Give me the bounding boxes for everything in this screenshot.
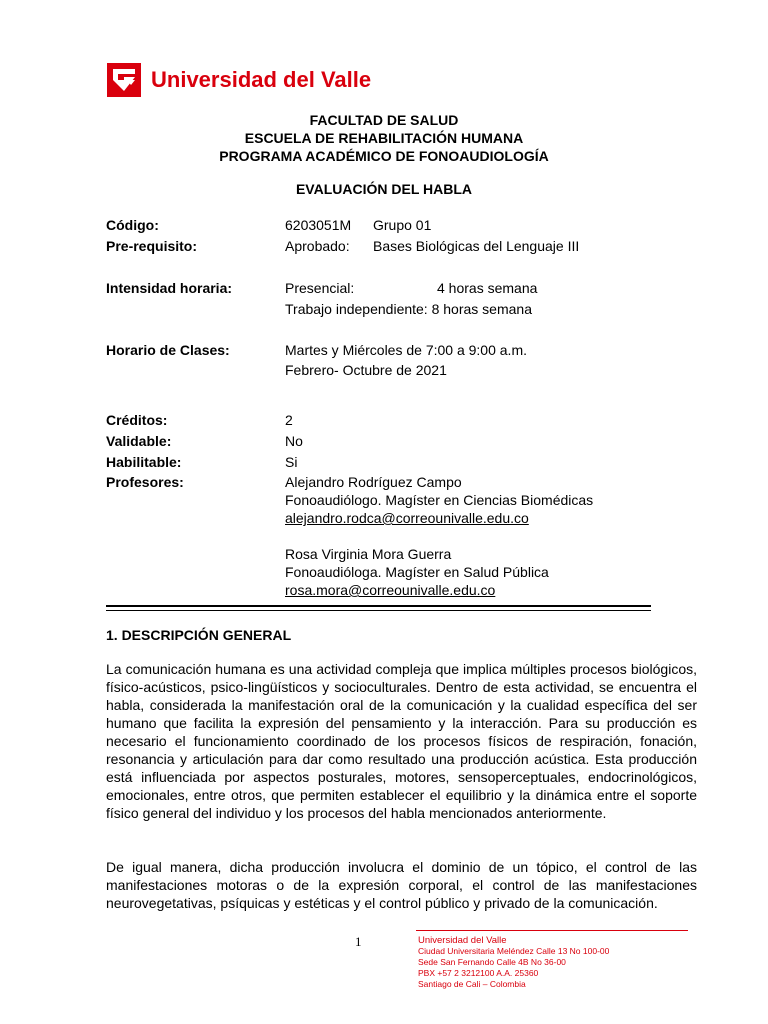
grupo-value: Grupo 01 — [373, 217, 432, 233]
codigo-label: Código: — [106, 217, 159, 233]
footer-phone: PBX +57 2 3212100 A.A. 25360 — [418, 968, 539, 978]
paragraph-2: De igual manera, dicha producción involucra el dominio de un tópico, el control de las manifestaciones motoras o de la expresión corporal, el control de las manifestaciones neurovegetativas, psíquicas y estéticas y el control público y privado de la comunicación. — [106, 859, 697, 911]
univalle-logo-icon — [107, 63, 141, 97]
footer-address — [418, 935, 609, 990]
university-name: Universidad del Valle — [151, 67, 372, 92]
section-divider-thin — [106, 610, 651, 611]
section-divider — [106, 605, 651, 607]
intensidad-label: Intensidad horaria: — [106, 280, 233, 296]
footer-divider — [416, 930, 688, 931]
faculty-title: FACULTAD DE SALUD — [309, 112, 459, 128]
horario-line2: Febrero- Octubre de 2021 — [285, 362, 447, 378]
prof1-email-link[interactable]: alejandro.rodca@correounivalle.edu.co — [285, 510, 529, 526]
university-logo — [107, 63, 371, 97]
prof2-title: Fonoaudióloga. Magíster en Salud Pública — [285, 564, 549, 580]
prerequisito-status: Aprobado: — [285, 238, 350, 254]
footer-address-line1: Ciudad Universitaria Meléndez Calle 13 No 100-00 — [418, 946, 610, 956]
prof2-name: Rosa Virginia Mora Guerra — [285, 546, 452, 562]
prof1-name: Alejandro Rodríguez Campo — [285, 474, 462, 490]
prof1-title: Fonoaudiólogo. Magíster en Ciencias Biomédicas — [285, 492, 594, 508]
school-title: ESCUELA DE REHABILITACIÓN HUMANA — [244, 130, 524, 146]
habilitable-label: Habilitable: — [106, 454, 182, 470]
presencial-label: Presencial: — [285, 280, 355, 296]
creditos-label: Créditos: — [106, 412, 168, 428]
page-number: 1 — [355, 934, 362, 949]
prof2-email-link[interactable]: rosa.mora@correounivalle.edu.co — [285, 582, 496, 598]
prerequisito-course: Bases Biológicas del Lenguaje III — [373, 238, 580, 254]
paragraph-1: La comunicación humana es una actividad compleja que implica múltiples procesos biológicos, físico-acústicos, psico-lingüísticos y socioculturales. Dentro de esta actividad, se encuentra el habla, considerada la manifestación oral de la comunicación y la cualidad específica del ser humano que facilita la expresión del pensamiento y la interacción. Para su producción es necesario el funcionamiento coordinado de los procesos físicos de respiración, fonación, resonancia y articulación para dar como resultado una producción acústica. Esta producción está influenciada por aspectos posturales, motores, sensoperceptuales, endocrinológicos, emocionales, entre otros, que permiten establecer el equilibrio y la dinámica entre el soporte físico general del individuo y los procesos del habla mencionados anteriormente. — [106, 661, 697, 821]
course-title: EVALUACIÓN DEL HABLA — [295, 181, 473, 197]
footer-address-line2: Sede San Fernando Calle 4B No 36-00 — [418, 957, 566, 967]
horario-line1: Martes y Miércoles de 7:00 a 9:00 a.m. — [285, 342, 527, 358]
validable-value: No — [285, 433, 303, 449]
habilitable-value: Si — [285, 454, 298, 470]
footer-city: Santiago de Cali – Colombia — [418, 979, 526, 989]
creditos-value: 2 — [285, 412, 293, 428]
profesores-label: Profesores: — [106, 474, 184, 490]
prerequisito-label: Pre-requisito: — [106, 238, 198, 254]
footer-university: Universidad del Valle — [418, 935, 507, 946]
section-title: 1. DESCRIPCIÓN GENERAL — [106, 627, 292, 643]
program-title: PROGRAMA ACADÉMICO DE FONOAUDIOLOGÍA — [219, 148, 549, 164]
trabajo-independiente: Trabajo independiente: 8 horas semana — [285, 301, 532, 317]
presencial-value: 4 horas semana — [437, 280, 538, 296]
horario-label: Horario de Clases: — [106, 342, 230, 358]
codigo-value: 6203051M — [285, 217, 352, 233]
validable-label: Validable: — [106, 433, 172, 449]
